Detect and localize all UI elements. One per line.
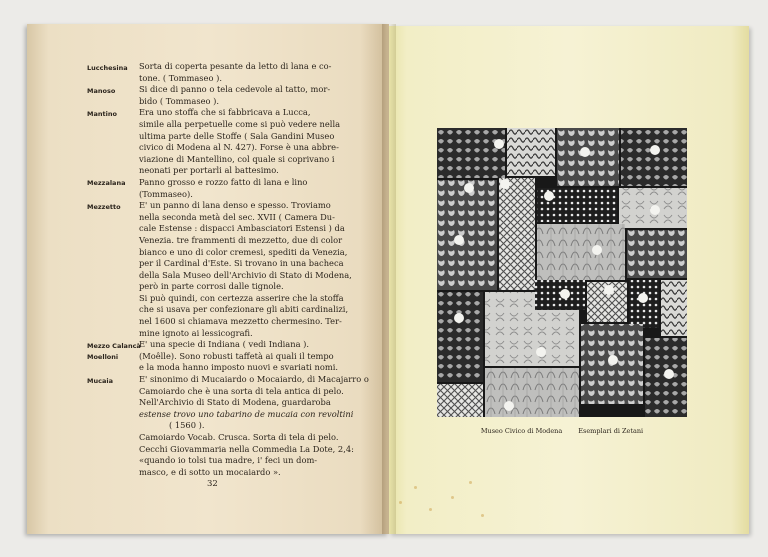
textile-swatch: [507, 128, 555, 176]
foxing-spot: [481, 514, 484, 517]
def-line: e la moda hanno imposto nuovi e svariati nomi.: [139, 362, 338, 373]
photo-caption: [437, 427, 687, 435]
def-line: «quando io tolsi tua madre, i' feci un dom-: [139, 455, 318, 466]
foxing-spot: [451, 496, 454, 499]
def-line: nella seconda metà del sec. XVII ( Camera Du-: [139, 211, 335, 222]
def-line: estense trovo uno tabarino de mucaia con revoltini: [139, 408, 354, 419]
sample-tag: [494, 139, 504, 149]
sample-tag: [454, 313, 464, 323]
def-line: E' un panno di lana denso e spesso. Troviamo: [139, 200, 331, 211]
def-line: Si può quindi, con certezza asserire che la stoffa: [139, 292, 344, 303]
entry-moelloni: [87, 351, 377, 374]
textile-swatch: [557, 128, 619, 186]
foxing-spot: [429, 508, 432, 511]
entry-term: Lucchesina: [87, 63, 128, 72]
entry-term: Manoso: [87, 86, 116, 95]
entry-lucchesina: [87, 61, 377, 84]
def-line: mine ignoto ai lessicografi.: [139, 327, 253, 338]
textile-swatch: [537, 224, 625, 280]
glossary-entries: [87, 61, 377, 478]
def-line: che si usava per confezionare gli abiti cardinalizi,: [139, 304, 349, 315]
entry-definition: [139, 107, 371, 177]
entry-term: Mezzetto: [87, 202, 121, 211]
sample-tag: [560, 289, 570, 299]
entry-mantino: [87, 107, 377, 177]
page-number: 32: [207, 479, 218, 489]
def-line: masco, e di sotto un mocaiardo ».: [139, 466, 281, 477]
def-line: viazione di Mantellino, col quale si coprivano i: [139, 153, 335, 164]
entry-definition: [139, 339, 371, 351]
def-line: civico di Modena al N. 427). Forse è una abbre-: [139, 142, 339, 153]
def-line: bido ( Tommaseo ).: [139, 95, 220, 106]
sample-tag: [464, 183, 474, 193]
sample-tag: [454, 235, 464, 245]
def-line: bianco e uno di color cremesi, spediti da Venezia,: [139, 246, 348, 257]
sample-tag: [544, 191, 554, 201]
def-line: ultima parte delle Stoffe ( Sala Gandini Museo: [139, 130, 335, 141]
foxing-spot: [414, 486, 417, 489]
def-line: simile alla perpetuelle come si può vedere nella: [139, 118, 341, 129]
open-book: [27, 24, 749, 534]
sample-tag: [580, 147, 590, 157]
def-line: Camoiardo Vocab. Crusca. Sorta di tela di pelo.: [139, 432, 339, 442]
entry-mezzo-calanca: [87, 339, 377, 351]
entry-definition: [139, 374, 371, 420]
entry-definition: [139, 351, 371, 374]
def-line: Si dice di panno o tela cedevole al tatto, mor-: [139, 84, 331, 95]
entry-mezzalana: [87, 177, 377, 200]
def-line: Venezia. tre frammenti di mezzetto, due di color: [139, 234, 343, 245]
def-line: Panno grosso e rozzo fatto di lana e lino: [139, 176, 308, 187]
entry-definition: [139, 84, 371, 107]
textile-swatch: [621, 128, 687, 186]
def-line: della Sala Museo dell'Archivio di Stato di Modena,: [139, 269, 352, 280]
sample-tag: [592, 245, 602, 255]
sample-tag: [638, 293, 648, 303]
sample-tag: [650, 145, 660, 155]
textile-swatch: [485, 368, 579, 417]
textile-swatch: [629, 280, 659, 328]
def-line: cale Estense : dispacci Ambasciatori Estensi ) da: [139, 223, 345, 234]
entry-definition: [139, 200, 371, 339]
sample-tag: [650, 205, 660, 215]
def-line: Era uno stoffa che si fabbricava a Lucca,: [139, 107, 311, 118]
def-line: Nell'Archivio di Stato di Modena, guardaroba: [139, 397, 331, 408]
def-line: (Moêlle). Sono robusti taffetà ai quali il tempo: [139, 350, 334, 361]
entry-definition: [139, 177, 371, 200]
def-line: Sorta di coperta pesante da letto di lana e co-: [139, 61, 332, 71]
textile-samples-photo: [437, 128, 687, 417]
foxing-spot: [399, 501, 402, 504]
caption-title: Esemplari di Zetani: [578, 427, 644, 435]
entry-term: Moelloni: [87, 353, 119, 362]
entry-definition: [139, 61, 371, 84]
def-line: E' sinonimo di Mucaiardo o Mocaiardo, di Macajarro o: [139, 374, 369, 385]
entry-manoso: [87, 84, 377, 107]
textile-swatch: [535, 280, 585, 310]
left-page: [27, 24, 389, 534]
book-gutter: [382, 24, 396, 534]
textile-collage: [437, 128, 687, 417]
sample-tag: [604, 285, 614, 295]
caption-museum: Museo Civico di Modena: [480, 427, 563, 435]
def-line: per il Cardinal d'Este. Si trovano in una bacheca: [139, 258, 344, 269]
sample-tag: [608, 355, 618, 365]
textile-swatch: [627, 230, 687, 278]
textile-swatch: [499, 178, 535, 290]
textile-swatch: [437, 292, 483, 382]
sample-tag: [504, 401, 514, 411]
def-line: nel 1600 si chiamava mezzetto chermesino. Ter-: [139, 316, 342, 327]
entry-mucaia: [87, 374, 377, 420]
foxing-spot: [469, 481, 472, 484]
textile-swatch: [661, 280, 687, 336]
textile-swatch: [437, 128, 505, 178]
def-line: ( 1560 ).: [169, 420, 205, 431]
entry-term: Mezzo Calancà: [87, 341, 141, 350]
textile-swatch: [437, 180, 497, 290]
entry-term: Mezzalana: [87, 179, 126, 188]
def-line: Camoiardo che è una sorta di tela antica di pelo.: [139, 385, 344, 396]
entry-mezzetto: [87, 200, 377, 339]
def-line: Cecchi Giovammaria nella Commedia La Dote, 2,4:: [139, 443, 354, 454]
def-line: (Tommaseo).: [139, 188, 193, 199]
sample-tag: [664, 369, 674, 379]
def-line: E' una specie di Indiana ( vedi Indiana ).: [139, 339, 310, 350]
entry-term: Mucaia: [87, 376, 113, 385]
sample-tag: [536, 347, 546, 357]
def-line: neonati per portarli al battesimo.: [139, 165, 279, 176]
textile-swatch: [437, 384, 483, 417]
def-line: tone. ( Tommaseo ).: [139, 72, 222, 83]
entry-term: Mantino: [87, 109, 117, 118]
sample-tag: [500, 179, 510, 189]
def-line: però in parte corrosi dalle tignole.: [139, 281, 284, 292]
